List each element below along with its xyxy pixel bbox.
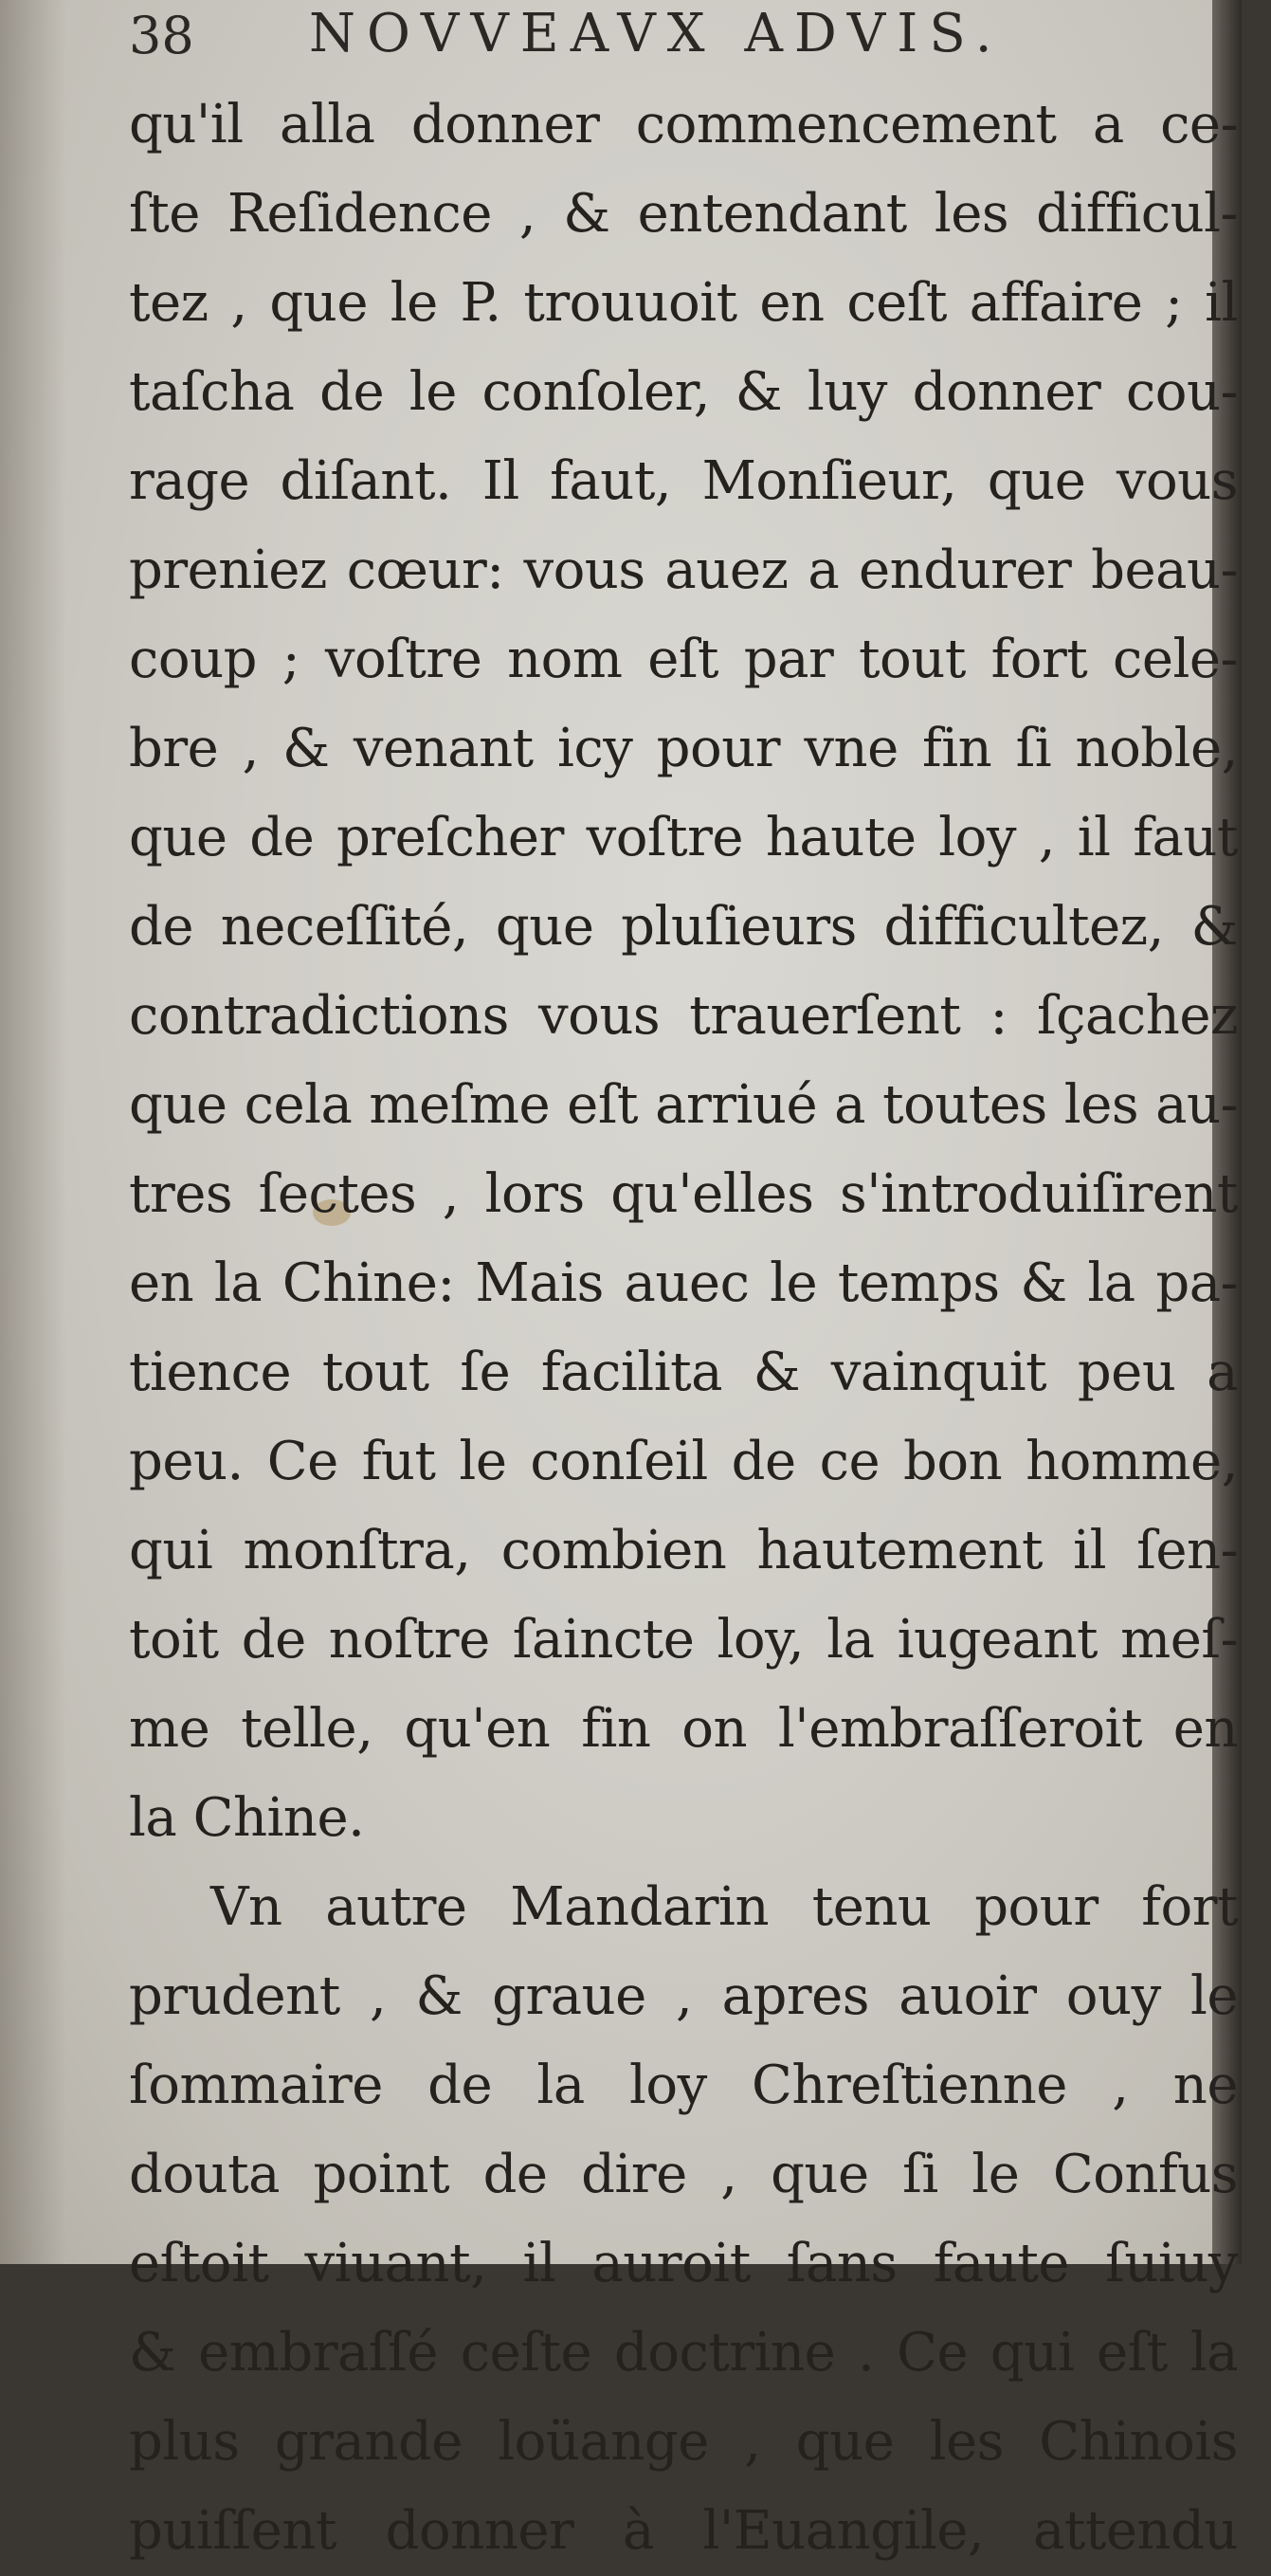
text-line: & embraſſé ceſte doctrine . Ce qui eſt la: [129, 2322, 1238, 2384]
page-number: 38: [129, 6, 194, 65]
text-line: en la Chine: Mais auec le temps & la pa-: [129, 1252, 1238, 1314]
text-line: plus grande loüange , que les Chinois: [129, 2411, 1238, 2473]
text-line: contradictions vous trauerſent : ſçachez: [129, 985, 1238, 1047]
text-line: eſtoit viuant, il auroit ſans faute ſuiuy: [129, 2233, 1238, 2294]
text-line: ſte Reſidence , & entendant les difficul-: [129, 183, 1238, 245]
page-header: [129, 0, 1209, 66]
text-line: tience tout ſe facilita & vainquit peu a: [129, 1342, 1238, 1403]
text-line: ſommaire de la loy Chreſtienne , ne: [129, 2055, 1238, 2116]
text-line: de neceſſité, que pluſieurs difficultez, &: [129, 896, 1238, 958]
text-line: douta point de dire , que ſi le Confus: [129, 2144, 1238, 2205]
text-line: taſcha de le conſoler, & luy donner cou-: [129, 361, 1238, 423]
text-line: qui monſtra, combien hautement il ſen-: [129, 1520, 1238, 1581]
text-line: la Chine.: [129, 1787, 365, 1849]
text-line: tez , que le P. trouuoit en ceſt affaire ; il: [129, 272, 1238, 334]
text-line: que cela meſme eſt arriué a toutes les au-: [129, 1074, 1238, 1136]
text-line: toit de noſtre ſaincte loy, la iugeant meſ-: [129, 1609, 1238, 1671]
running-title: NOVVEAVX ADVIS.: [309, 3, 1004, 64]
text-line: rage diſant. Il faut, Monſieur, que vous: [129, 450, 1238, 512]
text-line: me telle, qu'en fin on l'embraſſeroit en: [129, 1698, 1238, 1760]
text-line: coup ; voſtre nom eſt par tout fort cele-: [129, 629, 1238, 690]
text-line: preniez cœur: vous auez a endurer beau-: [129, 539, 1238, 601]
text-line: qu'il alla donner commencement a ce-: [129, 94, 1238, 155]
text-line: tres ſectes , lors qu'elles s'introduiſirent: [129, 1163, 1238, 1225]
text-line: peu. Ce fut le conſeil de ce bon homme,: [129, 1431, 1238, 1492]
text-line: que de preſcher voſtre haute loy , il faut: [129, 807, 1238, 868]
text-line: Vn autre Mandarin tenu pour fort: [210, 1876, 1238, 1938]
text-line: prudent , & graue , apres auoir ouy le: [129, 1965, 1238, 2027]
body-text: [129, 81, 1238, 2576]
text-line: bre , & venant icy pour vne fin ſi noble,: [129, 718, 1238, 779]
text-line: puiſſent donner à l'Euangile, attendu: [129, 2500, 1238, 2562]
gutter-shadow: [0, 0, 66, 2264]
